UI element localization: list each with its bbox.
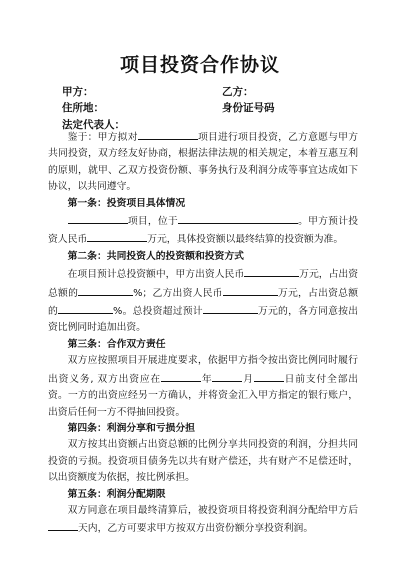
- article-3-year-label: 年: [201, 373, 213, 385]
- day-blank: [254, 370, 284, 382]
- article-1-text-2: 。甲方预计投资人民币: [48, 216, 359, 246]
- month-blank: [212, 370, 242, 382]
- article-2-text-6: 万元的，各方同意按出资比例同时追加出资。: [48, 306, 359, 334]
- party-a-percent-blank: [78, 284, 133, 296]
- year-blank: [161, 370, 201, 382]
- days-blank: [48, 519, 78, 531]
- document-title: 项目投资合作协议: [119, 54, 280, 76]
- article-2-text-5: %。总投资超过预计: [113, 306, 203, 318]
- article-2-text-1: 在项目预计总投资额中，甲方出资人民币: [67, 269, 245, 281]
- party-a-amount-blank: [244, 265, 299, 277]
- article-4-paragraph: 双方按其出资额占出资总额的比例分享共同投资的利润，分担共同投资的亏损。投资项目债务先以共有财产偿还，共有财产不足偿还时，以出资额度为依据，按比例承担。: [48, 439, 358, 484]
- project-name-blank: [138, 128, 198, 140]
- article-1-heading: 第一条：投资项目具体情况: [67, 197, 186, 209]
- preamble-paragraph: [48, 128, 358, 196]
- article-3-month-label: 月: [242, 373, 254, 385]
- party-b-percent-blank: [58, 302, 113, 314]
- agreement-body: [48, 128, 358, 538]
- article-5-heading: 第五条：利润分配期限: [67, 488, 166, 500]
- article-5-text-2: 天内，乙方可要求甲方按双方出资份额分享投资利润。: [78, 523, 314, 535]
- article-5-text-1: 双方同意在项目最终清算后，被投资项目将投资利润分配给甲方后: [67, 504, 358, 516]
- party-b-amount-blank: [223, 284, 278, 296]
- article-3-paragraph: [48, 353, 358, 421]
- preamble-lead: 鉴于：甲方拟对: [67, 132, 138, 143]
- project-blank: [68, 212, 128, 224]
- article-5-paragraph: [48, 503, 358, 538]
- id-number-label: 身份证号码: [222, 102, 275, 114]
- article-2-text-2: 万元，占出资总额的: [48, 269, 359, 299]
- address-label: 住所地：: [62, 102, 104, 114]
- article-3-text-1: 双方应按照项目开展进度要求，依据甲方指令按出资比例同时履行出资义务, 双方出资应在: [48, 355, 358, 385]
- article-2-text-4: 万元，占出资总额的: [48, 287, 359, 318]
- article-2-text-3: %；乙方出资人民币: [133, 287, 223, 299]
- party-b-label: 乙方：: [222, 86, 254, 98]
- article-3-text-2: 日前支付全部出资。一方的出资应经另一方确认，并将资金汇入甲方指定的银行账户，出资后任何一方不得抽回投资。: [48, 373, 359, 418]
- article-1-paragraph: [48, 212, 358, 249]
- legal-representative-label: 法定代表人：: [62, 119, 125, 131]
- article-4-heading: 第四条：利润分享和亏损分担: [67, 422, 195, 434]
- article-1-text-3: 万元，具体投资额以最终结算的投资额为准。: [147, 234, 344, 246]
- article-1-text-1: 项目，位于: [127, 216, 178, 228]
- investment-amount-blank: [87, 230, 147, 242]
- total-estimate-blank: [203, 302, 258, 314]
- party-a-label: 甲方：: [62, 86, 94, 98]
- location-blank: [178, 212, 298, 224]
- preamble-text: 项目进行项目投资，乙方意愿与甲方共同投资，双方经友好协商，根据法律法规的相关规定，本着互惠互利的原则，就甲、乙双方投资份额、事务执行及利润分成等事宜达成如下协议，以共同遵守。: [48, 132, 359, 193]
- article-2-heading: 第二条：共同投资人的投资额和投资方式: [67, 250, 244, 262]
- article-2-paragraph: [48, 265, 358, 337]
- article-3-heading: 第三条：合作双方责任: [67, 338, 166, 350]
